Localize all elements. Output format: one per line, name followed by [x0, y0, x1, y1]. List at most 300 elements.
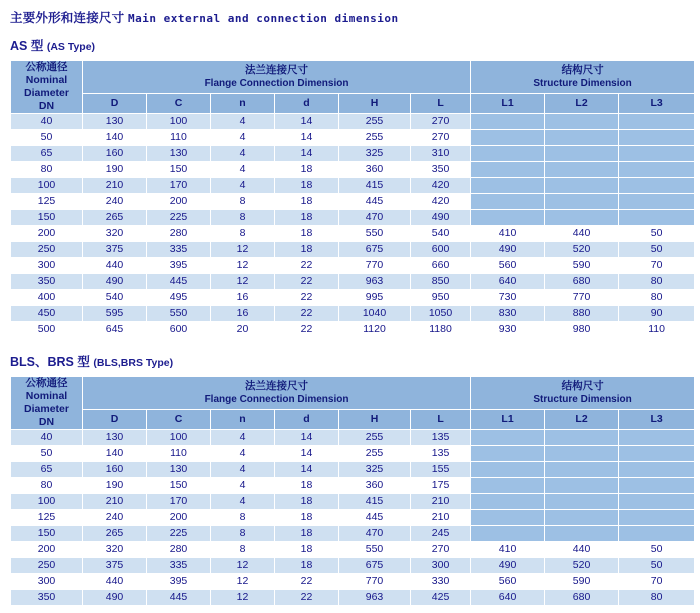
table-header-row — [11, 377, 695, 410]
cell-dn: 65 — [11, 146, 83, 162]
cell-n: 4 — [211, 146, 275, 162]
cell-H: 770 — [339, 258, 411, 274]
cell-L1: 830 — [471, 306, 545, 322]
cell-L3 — [619, 478, 695, 494]
cell-L2: 590 — [545, 258, 619, 274]
cell-H: 360 — [339, 162, 411, 178]
cell-L1 — [471, 446, 545, 462]
cell-d: 14 — [275, 430, 339, 446]
cell-L1 — [471, 526, 545, 542]
cell-n: 4 — [211, 462, 275, 478]
cell-d: 18 — [275, 494, 339, 510]
table-bls-brs-type — [10, 376, 695, 606]
cell-D: 240 — [83, 510, 147, 526]
table-row — [11, 162, 695, 178]
cell-D: 375 — [83, 558, 147, 574]
cell-n: 4 — [211, 178, 275, 194]
cell-L2 — [545, 462, 619, 478]
section-title-bls-cn: BLS、BRS 型 — [10, 355, 90, 369]
header-dn-en3: DN — [38, 100, 55, 112]
header-col-H: H — [339, 410, 411, 430]
cell-L2 — [545, 526, 619, 542]
cell-L: 310 — [411, 146, 471, 162]
cell-L3 — [619, 494, 695, 510]
cell-L1: 640 — [471, 274, 545, 290]
cell-H: 1120 — [339, 322, 411, 338]
cell-D: 130 — [83, 430, 147, 446]
cell-D: 160 — [83, 462, 147, 478]
cell-H: 415 — [339, 178, 411, 194]
cell-C: 335 — [147, 558, 211, 574]
header-structure-group — [471, 61, 695, 94]
cell-D: 540 — [83, 290, 147, 306]
cell-D: 240 — [83, 194, 147, 210]
header-col-L: L — [411, 94, 471, 114]
cell-L: 135 — [411, 446, 471, 462]
cell-D: 140 — [83, 130, 147, 146]
cell-L2 — [545, 162, 619, 178]
cell-d: 22 — [275, 290, 339, 306]
cell-n: 8 — [211, 526, 275, 542]
cell-L3: 80 — [619, 590, 695, 606]
cell-L1: 640 — [471, 590, 545, 606]
header-col-D: D — [83, 410, 147, 430]
table-row — [11, 258, 695, 274]
cell-dn: 125 — [11, 510, 83, 526]
page-title-en: Main external and connection dimension — [128, 12, 399, 25]
cell-L1: 930 — [471, 322, 545, 338]
cell-dn: 350 — [11, 590, 83, 606]
cell-L3: 70 — [619, 258, 695, 274]
header-col-H: H — [339, 94, 411, 114]
cell-dn: 80 — [11, 478, 83, 494]
table-row — [11, 274, 695, 290]
cell-L3 — [619, 446, 695, 462]
cell-d: 18 — [275, 526, 339, 542]
cell-dn: 80 — [11, 162, 83, 178]
header-dn-cn: 公称通径 — [25, 61, 68, 73]
cell-H: 415 — [339, 494, 411, 510]
table-row — [11, 542, 695, 558]
header-flange-en: Flange Connection Dimension — [204, 78, 349, 90]
cell-dn: 40 — [11, 114, 83, 130]
table-row — [11, 194, 695, 210]
cell-n: 16 — [211, 290, 275, 306]
cell-L2 — [545, 210, 619, 226]
cell-L2 — [545, 430, 619, 446]
cell-n: 4 — [211, 430, 275, 446]
cell-C: 150 — [147, 478, 211, 494]
cell-L: 350 — [411, 162, 471, 178]
cell-C: 395 — [147, 258, 211, 274]
cell-d: 22 — [275, 322, 339, 338]
table-row — [11, 178, 695, 194]
cell-d: 18 — [275, 478, 339, 494]
header-flange-en: Flange Connection Dimension — [204, 394, 349, 406]
cell-L: 330 — [411, 574, 471, 590]
cell-L1 — [471, 478, 545, 494]
cell-L3: 50 — [619, 558, 695, 574]
cell-C: 335 — [147, 242, 211, 258]
cell-dn: 200 — [11, 542, 83, 558]
cell-C: 110 — [147, 446, 211, 462]
cell-dn: 50 — [11, 446, 83, 462]
cell-C: 170 — [147, 494, 211, 510]
header-nominal-diameter — [11, 377, 83, 430]
cell-d: 18 — [275, 558, 339, 574]
cell-n: 8 — [211, 226, 275, 242]
cell-n: 12 — [211, 274, 275, 290]
cell-H: 770 — [339, 574, 411, 590]
cell-L: 540 — [411, 226, 471, 242]
cell-D: 130 — [83, 114, 147, 130]
table-row — [11, 478, 695, 494]
table-row — [11, 494, 695, 510]
table-subheader-row — [11, 94, 695, 114]
cell-C: 600 — [147, 322, 211, 338]
cell-dn: 250 — [11, 242, 83, 258]
cell-dn: 200 — [11, 226, 83, 242]
header-flange-cn: 法兰连接尺寸 — [245, 64, 309, 77]
cell-dn: 500 — [11, 322, 83, 338]
cell-d: 18 — [275, 162, 339, 178]
cell-L: 490 — [411, 210, 471, 226]
cell-n: 12 — [211, 574, 275, 590]
cell-L1 — [471, 510, 545, 526]
cell-L: 1050 — [411, 306, 471, 322]
header-dn-en1: Nominal — [25, 74, 68, 86]
cell-L3: 50 — [619, 542, 695, 558]
cell-d: 18 — [275, 242, 339, 258]
cell-D: 440 — [83, 574, 147, 590]
cell-L3 — [619, 114, 695, 130]
cell-L3 — [619, 178, 695, 194]
cell-L: 155 — [411, 462, 471, 478]
cell-L3: 110 — [619, 322, 695, 338]
cell-d: 18 — [275, 178, 339, 194]
cell-L3: 90 — [619, 306, 695, 322]
cell-D: 210 — [83, 494, 147, 510]
cell-dn: 300 — [11, 258, 83, 274]
table-row — [11, 526, 695, 542]
header-col-n: n — [211, 94, 275, 114]
table-row — [11, 146, 695, 162]
cell-H: 470 — [339, 526, 411, 542]
cell-L2: 680 — [545, 274, 619, 290]
cell-L2 — [545, 194, 619, 210]
cell-L3 — [619, 430, 695, 446]
cell-L: 425 — [411, 590, 471, 606]
cell-C: 100 — [147, 114, 211, 130]
cell-C: 395 — [147, 574, 211, 590]
cell-L1 — [471, 162, 545, 178]
cell-L2: 520 — [545, 242, 619, 258]
cell-L2: 440 — [545, 542, 619, 558]
cell-H: 255 — [339, 114, 411, 130]
cell-L2 — [545, 478, 619, 494]
cell-H: 963 — [339, 274, 411, 290]
cell-C: 200 — [147, 510, 211, 526]
cell-dn: 40 — [11, 430, 83, 446]
table-row — [11, 322, 695, 338]
table-row — [11, 290, 695, 306]
cell-L1 — [471, 114, 545, 130]
cell-D: 140 — [83, 446, 147, 462]
section-title-as — [10, 36, 692, 54]
cell-H: 963 — [339, 590, 411, 606]
cell-C: 445 — [147, 274, 211, 290]
cell-L1 — [471, 146, 545, 162]
cell-H: 325 — [339, 146, 411, 162]
cell-L: 660 — [411, 258, 471, 274]
cell-D: 440 — [83, 258, 147, 274]
cell-n: 12 — [211, 558, 275, 574]
cell-n: 8 — [211, 210, 275, 226]
cell-L: 420 — [411, 194, 471, 210]
table-row — [11, 558, 695, 574]
cell-L: 1180 — [411, 322, 471, 338]
header-col-C: C — [147, 94, 211, 114]
cell-D: 490 — [83, 274, 147, 290]
page-title-cn: 主要外形和连接尺寸 — [10, 11, 125, 25]
cell-L: 600 — [411, 242, 471, 258]
cell-L3: 70 — [619, 574, 695, 590]
cell-L2: 880 — [545, 306, 619, 322]
header-col-d: d — [275, 94, 339, 114]
cell-d: 14 — [275, 462, 339, 478]
header-col-C: C — [147, 410, 211, 430]
cell-L: 245 — [411, 526, 471, 542]
cell-D: 190 — [83, 162, 147, 178]
cell-L: 850 — [411, 274, 471, 290]
cell-dn: 400 — [11, 290, 83, 306]
cell-C: 200 — [147, 194, 211, 210]
cell-L3 — [619, 526, 695, 542]
cell-L2: 680 — [545, 590, 619, 606]
table-header-row — [11, 61, 695, 94]
cell-H: 550 — [339, 542, 411, 558]
cell-n: 4 — [211, 130, 275, 146]
section-title-bls-en: (BLS,BRS Type) — [93, 357, 174, 369]
table-body-as — [11, 114, 695, 338]
cell-dn: 125 — [11, 194, 83, 210]
cell-d: 22 — [275, 590, 339, 606]
table-as-type — [10, 60, 695, 338]
header-nominal-diameter — [11, 61, 83, 114]
header-dn-en3: DN — [38, 416, 55, 428]
table-subheader-row — [11, 410, 695, 430]
cell-H: 255 — [339, 430, 411, 446]
cell-n: 4 — [211, 494, 275, 510]
cell-L3 — [619, 130, 695, 146]
cell-L: 270 — [411, 542, 471, 558]
cell-D: 265 — [83, 210, 147, 226]
cell-d: 22 — [275, 574, 339, 590]
cell-L3 — [619, 162, 695, 178]
cell-H: 360 — [339, 478, 411, 494]
header-structure-group — [471, 377, 695, 410]
cell-H: 1040 — [339, 306, 411, 322]
cell-d: 14 — [275, 446, 339, 462]
header-col-L1: L1 — [471, 94, 545, 114]
cell-n: 12 — [211, 242, 275, 258]
cell-d: 22 — [275, 306, 339, 322]
cell-H: 470 — [339, 210, 411, 226]
cell-dn: 300 — [11, 574, 83, 590]
cell-d: 18 — [275, 510, 339, 526]
cell-L2: 590 — [545, 574, 619, 590]
cell-L: 270 — [411, 130, 471, 146]
cell-dn: 100 — [11, 494, 83, 510]
header-col-L3: L3 — [619, 94, 695, 114]
header-col-n: n — [211, 410, 275, 430]
cell-n: 4 — [211, 114, 275, 130]
page-title — [10, 8, 692, 26]
cell-L3 — [619, 510, 695, 526]
header-col-L2: L2 — [545, 410, 619, 430]
cell-D: 645 — [83, 322, 147, 338]
cell-L1 — [471, 430, 545, 446]
table-row — [11, 430, 695, 446]
cell-d: 14 — [275, 114, 339, 130]
cell-L1 — [471, 178, 545, 194]
header-dn-cn: 公称通径 — [25, 377, 68, 389]
header-dn-en2: Diameter — [24, 403, 69, 415]
cell-C: 130 — [147, 146, 211, 162]
cell-d: 18 — [275, 226, 339, 242]
cell-L1 — [471, 210, 545, 226]
cell-L3: 50 — [619, 242, 695, 258]
cell-H: 445 — [339, 510, 411, 526]
cell-L2 — [545, 510, 619, 526]
cell-D: 375 — [83, 242, 147, 258]
header-flange-group — [83, 377, 471, 410]
cell-H: 445 — [339, 194, 411, 210]
cell-L1: 410 — [471, 542, 545, 558]
cell-n: 20 — [211, 322, 275, 338]
cell-L3 — [619, 146, 695, 162]
cell-L1 — [471, 130, 545, 146]
cell-L3: 80 — [619, 290, 695, 306]
cell-L: 210 — [411, 494, 471, 510]
cell-D: 595 — [83, 306, 147, 322]
cell-L1 — [471, 462, 545, 478]
table-row — [11, 510, 695, 526]
header-col-L: L — [411, 410, 471, 430]
cell-D: 160 — [83, 146, 147, 162]
section-title-bls — [10, 352, 692, 370]
cell-d: 18 — [275, 194, 339, 210]
cell-C: 225 — [147, 210, 211, 226]
table-row — [11, 226, 695, 242]
header-col-L1: L1 — [471, 410, 545, 430]
cell-d: 14 — [275, 130, 339, 146]
table-row — [11, 210, 695, 226]
table-row — [11, 574, 695, 590]
cell-dn: 450 — [11, 306, 83, 322]
cell-dn: 100 — [11, 178, 83, 194]
cell-dn: 50 — [11, 130, 83, 146]
cell-H: 255 — [339, 130, 411, 146]
cell-n: 8 — [211, 194, 275, 210]
cell-H: 675 — [339, 558, 411, 574]
cell-d: 22 — [275, 258, 339, 274]
cell-L: 300 — [411, 558, 471, 574]
header-col-d: d — [275, 410, 339, 430]
cell-n: 12 — [211, 258, 275, 274]
cell-D: 490 — [83, 590, 147, 606]
cell-C: 100 — [147, 430, 211, 446]
cell-dn: 65 — [11, 462, 83, 478]
cell-C: 110 — [147, 130, 211, 146]
cell-C: 280 — [147, 226, 211, 242]
cell-n: 16 — [211, 306, 275, 322]
cell-L1: 490 — [471, 242, 545, 258]
cell-n: 12 — [211, 590, 275, 606]
cell-d: 18 — [275, 542, 339, 558]
cell-d: 14 — [275, 146, 339, 162]
cell-L2: 520 — [545, 558, 619, 574]
header-flange-group — [83, 61, 471, 94]
cell-dn: 150 — [11, 210, 83, 226]
cell-L2 — [545, 446, 619, 462]
cell-C: 150 — [147, 162, 211, 178]
cell-L: 270 — [411, 114, 471, 130]
cell-D: 190 — [83, 478, 147, 494]
header-structure-cn: 结构尺寸 — [561, 64, 604, 77]
cell-L1: 730 — [471, 290, 545, 306]
header-dn-en1: Nominal — [25, 390, 68, 402]
cell-L2 — [545, 178, 619, 194]
cell-L2 — [545, 146, 619, 162]
cell-d: 18 — [275, 210, 339, 226]
cell-L2: 770 — [545, 290, 619, 306]
cell-L3 — [619, 194, 695, 210]
table-row — [11, 114, 695, 130]
header-dn-en2: Diameter — [24, 87, 69, 99]
header-col-L2: L2 — [545, 94, 619, 114]
cell-L: 950 — [411, 290, 471, 306]
table-row — [11, 446, 695, 462]
cell-L2 — [545, 130, 619, 146]
cell-n: 4 — [211, 162, 275, 178]
cell-C: 550 — [147, 306, 211, 322]
cell-L1 — [471, 194, 545, 210]
cell-dn: 150 — [11, 526, 83, 542]
cell-D: 320 — [83, 542, 147, 558]
header-col-D: D — [83, 94, 147, 114]
cell-C: 280 — [147, 542, 211, 558]
cell-D: 210 — [83, 178, 147, 194]
cell-L2 — [545, 494, 619, 510]
cell-L: 135 — [411, 430, 471, 446]
cell-dn: 250 — [11, 558, 83, 574]
cell-L1: 410 — [471, 226, 545, 242]
section-title-as-cn: AS 型 — [10, 39, 44, 53]
table-row — [11, 242, 695, 258]
cell-n: 4 — [211, 478, 275, 494]
cell-n: 4 — [211, 446, 275, 462]
cell-d: 22 — [275, 274, 339, 290]
table-row — [11, 590, 695, 606]
header-structure-en: Structure Dimension — [533, 78, 632, 90]
table-body-bls — [11, 430, 695, 606]
cell-L2: 980 — [545, 322, 619, 338]
cell-D: 320 — [83, 226, 147, 242]
table-row — [11, 306, 695, 322]
cell-L3: 50 — [619, 226, 695, 242]
header-structure-en: Structure Dimension — [533, 394, 632, 406]
